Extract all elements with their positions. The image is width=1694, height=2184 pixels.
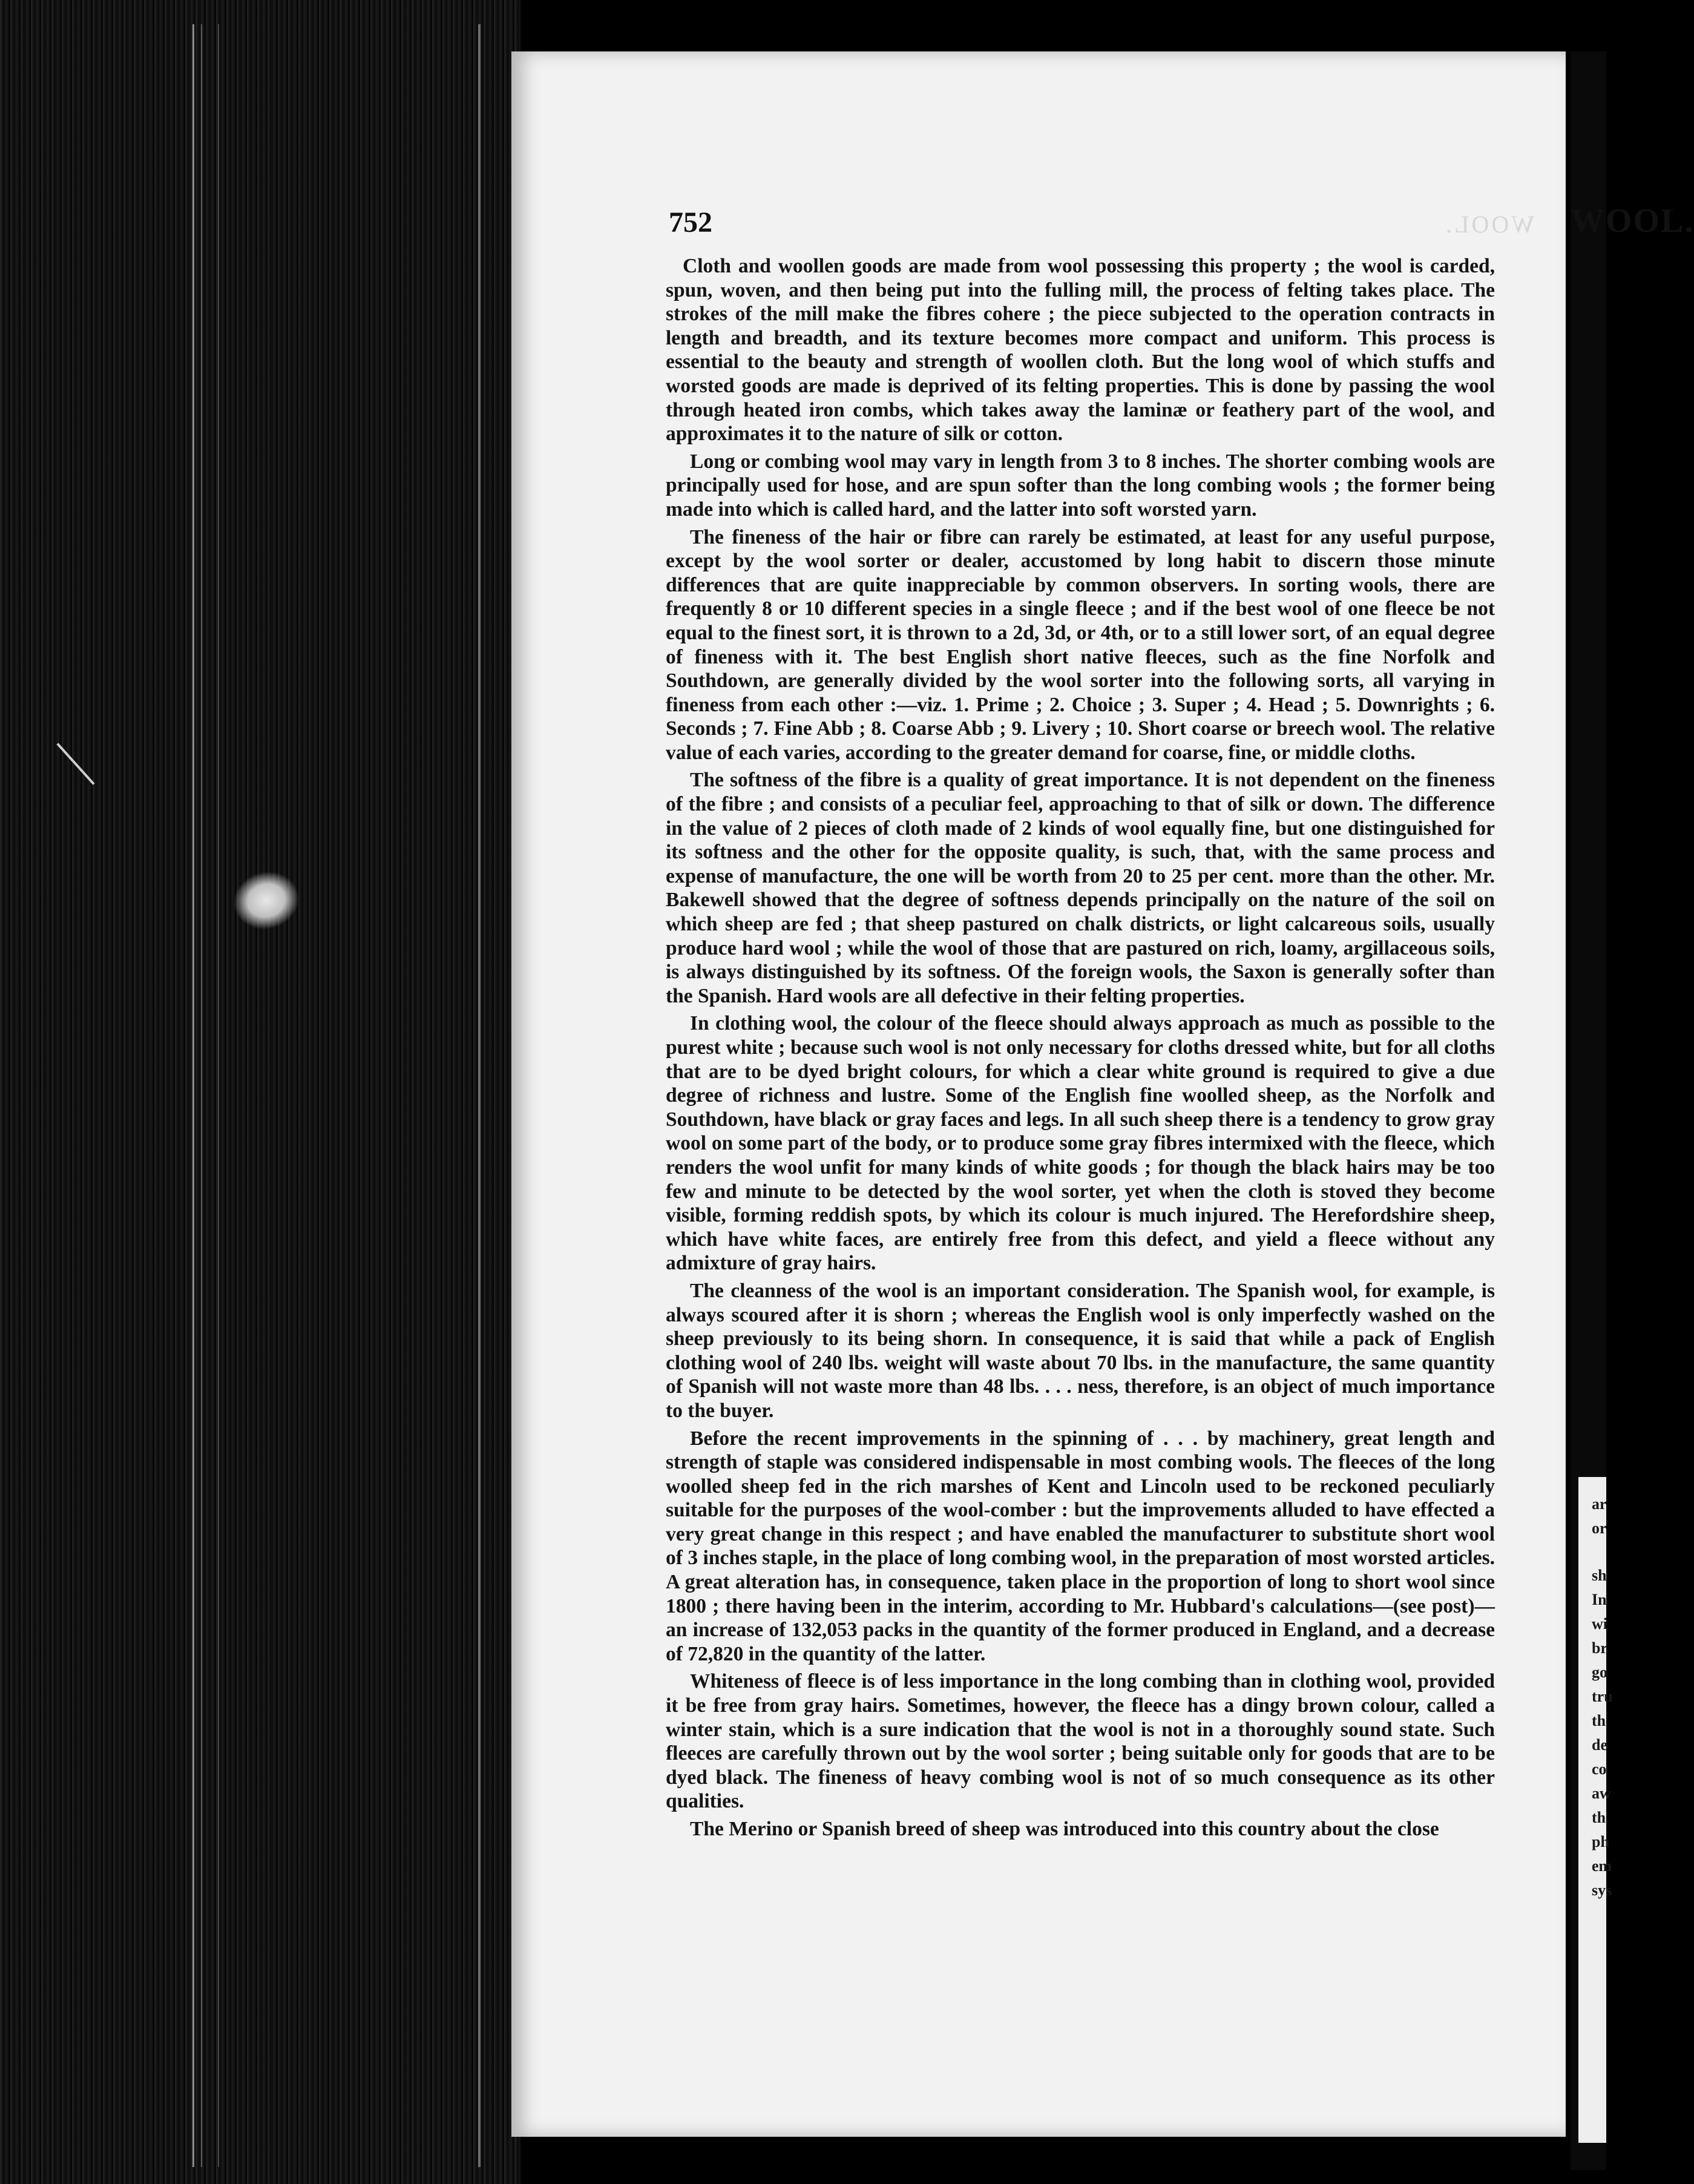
paragraph: In clothing wool, the colour of the fleece should always approach as much as possible to the purest white ; because such wool is not only necessary for cloths dressed white, but for all cloths that are to be dyed bright colours, for which a clear white ground is required to give a due degree of richness and lustre. Some of the English fine woolled sheep, as the Norfolk and Southdown, have black or gray faces and legs. In all such sheep there is a tendency to grow gray wool on some part of the body, or to produce some gray fibres intermixed with the fleece, which renders the wool unfit for many kinds of white goods ; for though the black hairs may be too few and minute to be detected by the wool sorter, yet when the cloth is stoved they become visible, forming reddish spots, by which its colour is much injured. The Herefordshire sheep, which have white faces, are entirely free from this defect, and yield a fleece without any admixture of gray hairs.: [666, 1012, 1495, 1275]
next-page-fragment: ph: [1592, 1833, 1609, 1850]
paragraph: The fineness of the hair or fibre can rarely be estimated, at least for any useful purpose, except by the wool sorter or dealer, accustomed by long habit to discern those minute differences that are quite inappreciable by common observers. In sorting wools, there are frequently 8 or 10 different species in a single fleece ; and if the best wool of one fleece be not equal to the finest sort, it is thrown to a 2d, 3d, or 4th, or to a still lower sort, of an equal degree of fineness with it. The best English short native fleeces, such as the fine Norfolk and Southdown, are generally divided by the wool sorter into the following sorts, all varying in fineness from each other :—viz. 1. Prime ; 2. Choice ; 3. Super ; 4. Head ; 5. Downrights ; 6. Seconds ; 7. Fine Abb ; 8. Coarse Abb ; 9. Livery ; 10. Short coarse or breech wool. The relative value of each varies, according to the greater demand for coarse, fine, or middle cloths.: [666, 525, 1495, 764]
next-page-fragment: co: [1592, 1760, 1607, 1778]
bleed-through-title: WOOL.: [1443, 211, 1534, 238]
next-page-fragment: aw: [1592, 1784, 1611, 1802]
next-page-fragment: br: [1592, 1639, 1607, 1657]
page-number: 752: [669, 206, 712, 238]
next-page-fragment: sh: [1592, 1567, 1607, 1584]
paragraph: Long or combing wool may vary in length from 3 to 8 inches. The shorter combing wools are principally used for hose, and are spun softer than the long combing wools ; the former being made into which is called hard, and the latter into soft worsted yarn.: [666, 450, 1495, 521]
spine-edge-line: [478, 24, 481, 2167]
spine-edge-line: [218, 24, 219, 2167]
paragraph: Cloth and woollen goods are made from wool possessing this property ; the wool is carded, spun, woven, and then being put into the fulling mill, the process of felting takes place. The strokes of the mill make the fibres cohere ; the piece subjected to the operation contracts in length and breadth, and its texture becomes more compact and uniform. This process is essential to the beauty and strength of woollen cloth. But the long wool of which stuffs and worsted goods are made is deprived of its felting properties. This is done by passing the wool through heated iron combs, which takes away the laminæ or feathery part of the wool, and approximates it to the nature of silk or cotton.: [666, 255, 1495, 446]
next-page-fragment: sys: [1592, 1881, 1612, 1899]
running-head: WOOL.: [1571, 202, 1694, 240]
paragraph: The softness of the fibre is a quality of great importance. It is not dependent on the fineness of the fibre ; and consists of a peculiar feel, approaching to that of silk or down. The difference in the value of 2 pieces of cloth made of 2 kinds of wool equally fine, but one distinguished for its softness and the other for the opposite quality, is such, that, with the same process and expense of manufacture, the one will be worth from 20 to 25 per cent. more than the other. Mr. Bakewell showed that the degree of softness depends principally on the nature of the soil on which sheep are fed ; that sheep pastured on chalk districts, or light calcareous soils, usually produce hard wool ; while the wool of those that are pastured on rich, loamy, argillaceous soils, is always distinguished by its softness. Of the foreign wools, the Saxon is generally softer than the Spanish. Hard wools are all defective in their felting properties.: [666, 769, 1495, 1007]
next-page-fragment: or: [1592, 1519, 1607, 1537]
page-body: [666, 254, 1495, 1845]
next-page-fragment: In: [1592, 1591, 1607, 1608]
next-page-fragment: de: [1592, 1736, 1607, 1754]
next-page-fragment: th: [1592, 1712, 1606, 1729]
paragraph: The Merino or Spanish breed of sheep was introduced into this country about the close: [690, 1818, 1439, 1840]
paragraph: Whiteness of fleece is of less importance in the long combing than in clothing wool, provided it be free from gray hairs. Sometimes, however, the fleece has a dingy brown colour, called a winter stain, which is a sure indication that the wool is not in a thoroughly sound state. Such fleeces are carefully thrown out by the wool sorter ; being suitable only for goods that are to be dyed black. The fineness of heavy combing wool is not of so much consequence as its other qualities.: [666, 1670, 1495, 1813]
next-page-fragment: th: [1592, 1809, 1606, 1826]
next-page-fragment: go: [1592, 1663, 1607, 1681]
spine-edge-line: [201, 24, 202, 2167]
scratch-mark: [56, 743, 94, 785]
next-page-fragment: em: [1592, 1857, 1612, 1875]
next-page-fragment: wi: [1592, 1615, 1607, 1633]
book-spine: [0, 0, 520, 2184]
paragraph: The cleanness of the wool is an important consideration. The Spanish wool, for example, is always scoured after it is shorn ; whereas the English wool is only imperfectly washed on the sheep previously to its being shorn. In consequence, it is said that while a pack of English clothing wool of 240 lbs. weight will waste about 70 lbs. in the manufacture, the same quantity of Spanish will not waste more than 48 lbs. . . . ness, therefore, is an object of much importance to the buyer.: [666, 1279, 1495, 1422]
paragraph: Before the recent improvements in the spinning of . . . by machinery, great length and strength of staple was considered indispensable in most combing wools. The fleeces of the long woolled sheep fed in the rich marshes of Kent and Lincoln used to be reckoned peculiarly suitable for the purposes of the wool-comber : but the improvements alluded to have effected a very great change in this respect ; and have enabled the manufacturer to substitute short wool of 3 inches staple, in the place of long combing wool, in the preparation of most worsted articles. A great alteration has, in consequence, taken place in the proportion of long to short wool since 1800 ; there having been in the interim, according to Mr. Hubbard's calculations—(see post)—an increase of 132,053 packs in the quantity of the former produced in England, and a decrease of 72,820 in the quantity of the latter.: [666, 1427, 1495, 1665]
next-page-fragment: ar: [1592, 1495, 1607, 1513]
next-page-fragment: tru: [1592, 1688, 1613, 1705]
paper-fleck: [227, 864, 306, 936]
spine-edge-line: [192, 24, 194, 2167]
